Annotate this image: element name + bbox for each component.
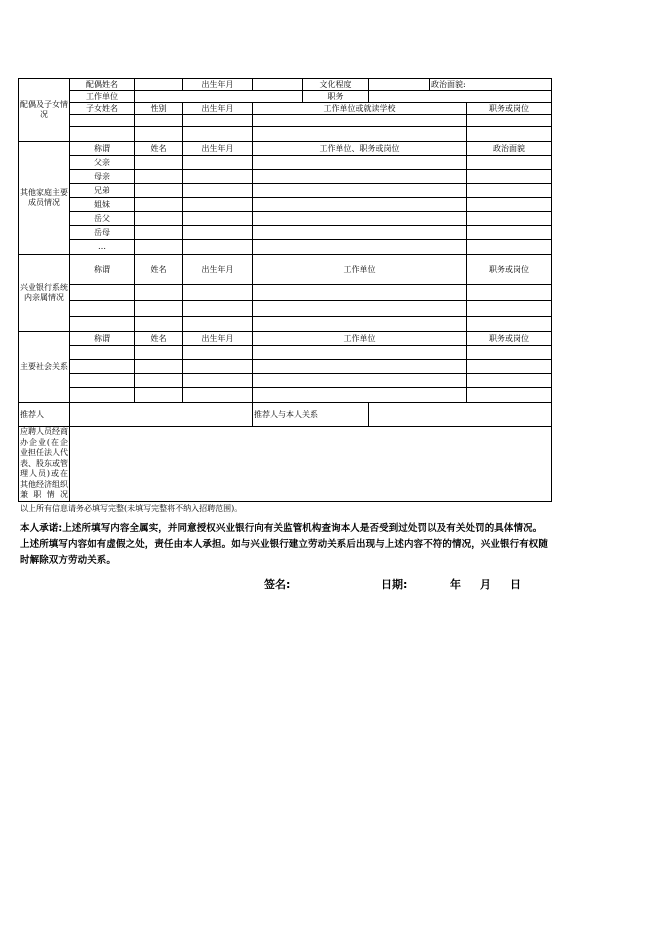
social-row xyxy=(19,388,552,403)
spouse-position-field[interactable] xyxy=(369,91,552,103)
spouse-work-field[interactable] xyxy=(135,91,303,103)
social-header-relation: 称谓 xyxy=(70,332,135,346)
spouse-birth-field[interactable] xyxy=(253,79,303,91)
social-header-position: 职务或岗位 xyxy=(467,332,552,346)
signature-label: 签名: xyxy=(264,578,291,591)
referrer-relation-field[interactable] xyxy=(369,403,552,427)
bank-header-work: 工作单位 xyxy=(253,255,467,285)
family-relation-ellipsis: … xyxy=(70,240,135,255)
date-day: 日 xyxy=(510,578,521,591)
business-field[interactable] xyxy=(70,427,552,502)
social-section-label: 主要社会关系 xyxy=(19,332,70,403)
family-row xyxy=(19,170,552,184)
business-label: 应聘人员经商办企业(在企业担任法人代表、股东或管理人员)或在其他经济组织兼职情况 xyxy=(20,427,68,499)
family-header-work: 工作单位、职务或岗位 xyxy=(253,142,467,156)
family-section-label: 其他家庭主要成员情况 xyxy=(19,142,70,255)
bank-section-label: 兴业银行系统内亲属情况 xyxy=(19,255,70,332)
child-header-position: 职务或岗位 xyxy=(467,103,552,115)
social-header-birth: 出生年月 xyxy=(183,332,253,346)
family-relation-father-in-law: 岳父 xyxy=(70,212,135,226)
spouse-edu-label: 文化程度 xyxy=(303,79,369,91)
bank-header-name: 姓名 xyxy=(135,255,183,285)
family-relation-father: 父亲 xyxy=(70,156,135,170)
family-relation-mother-in-law: 岳母 xyxy=(70,226,135,240)
social-row xyxy=(19,374,552,388)
date-label: 日期: xyxy=(381,578,408,591)
family-row xyxy=(19,184,552,198)
referrer-field[interactable] xyxy=(70,403,253,427)
spouse-section-label: 配偶及子女情况 xyxy=(19,79,70,142)
family-relation-brother: 兄弟 xyxy=(70,184,135,198)
family-row xyxy=(19,156,552,170)
family-relation-sister: 姐妹 xyxy=(70,198,135,212)
spouse-position-label: 职务 xyxy=(303,91,369,103)
family-header-politics: 政治面貌 xyxy=(467,142,552,156)
family-relation-mother: 母亲 xyxy=(70,170,135,184)
family-row xyxy=(19,240,552,255)
child-row xyxy=(19,127,552,142)
family-row xyxy=(19,212,552,226)
family-row xyxy=(19,198,552,212)
social-header-work: 工作单位 xyxy=(253,332,467,346)
spouse-name-label: 配偶姓名 xyxy=(70,79,135,91)
social-row xyxy=(19,346,552,360)
family-row xyxy=(19,226,552,240)
date-month: 月 xyxy=(480,578,491,591)
child-header-gender: 性别 xyxy=(135,103,183,115)
bank-header-relation: 称谓 xyxy=(70,255,135,285)
family-header-relation: 称谓 xyxy=(70,142,135,156)
bank-row xyxy=(19,317,552,332)
bank-row xyxy=(19,285,552,301)
bank-row xyxy=(19,301,552,317)
spouse-edu-field[interactable] xyxy=(369,79,430,91)
social-header-name: 姓名 xyxy=(135,332,183,346)
referrer-label: 推荐人 xyxy=(19,403,70,427)
family-header-name: 姓名 xyxy=(135,142,183,156)
child-header-work: 工作单位或就读学校 xyxy=(253,103,467,115)
bank-header-birth: 出生年月 xyxy=(183,255,253,285)
completion-note: 以上所有信息请务必填写完整(未填写完整将不纳入招聘范围)。 xyxy=(20,504,243,513)
family-header-birth: 出生年月 xyxy=(183,142,253,156)
child-row xyxy=(19,115,552,127)
social-row xyxy=(19,360,552,374)
bank-header-position: 职务或岗位 xyxy=(467,255,552,285)
referrer-relation-label: 推荐人与本人关系 xyxy=(253,403,369,427)
spouse-name-field[interactable] xyxy=(135,79,183,91)
child-header-birth: 出生年月 xyxy=(183,103,253,115)
spouse-work-label: 工作单位 xyxy=(70,91,135,103)
date-year: 年 xyxy=(450,578,461,591)
spouse-birth-label: 出生年月 xyxy=(183,79,253,91)
registration-form-table xyxy=(18,78,552,502)
child-header-name: 子女姓名 xyxy=(70,103,135,115)
spouse-politics-label[interactable]: 政治面貌: xyxy=(430,79,552,91)
applicant-promise: 本人承诺:上述所填写内容全属实，并同意授权兴业银行向有关监管机构查询本人是否受到过处罚以及有关处罚的具体情况。上述所填写内容如有虚假之处，责任由本人承担。如与兴业银行建立劳动关系后出现与上述内容不符的情况，兴业银行有权随时解除双方劳动关系。 xyxy=(20,523,549,566)
